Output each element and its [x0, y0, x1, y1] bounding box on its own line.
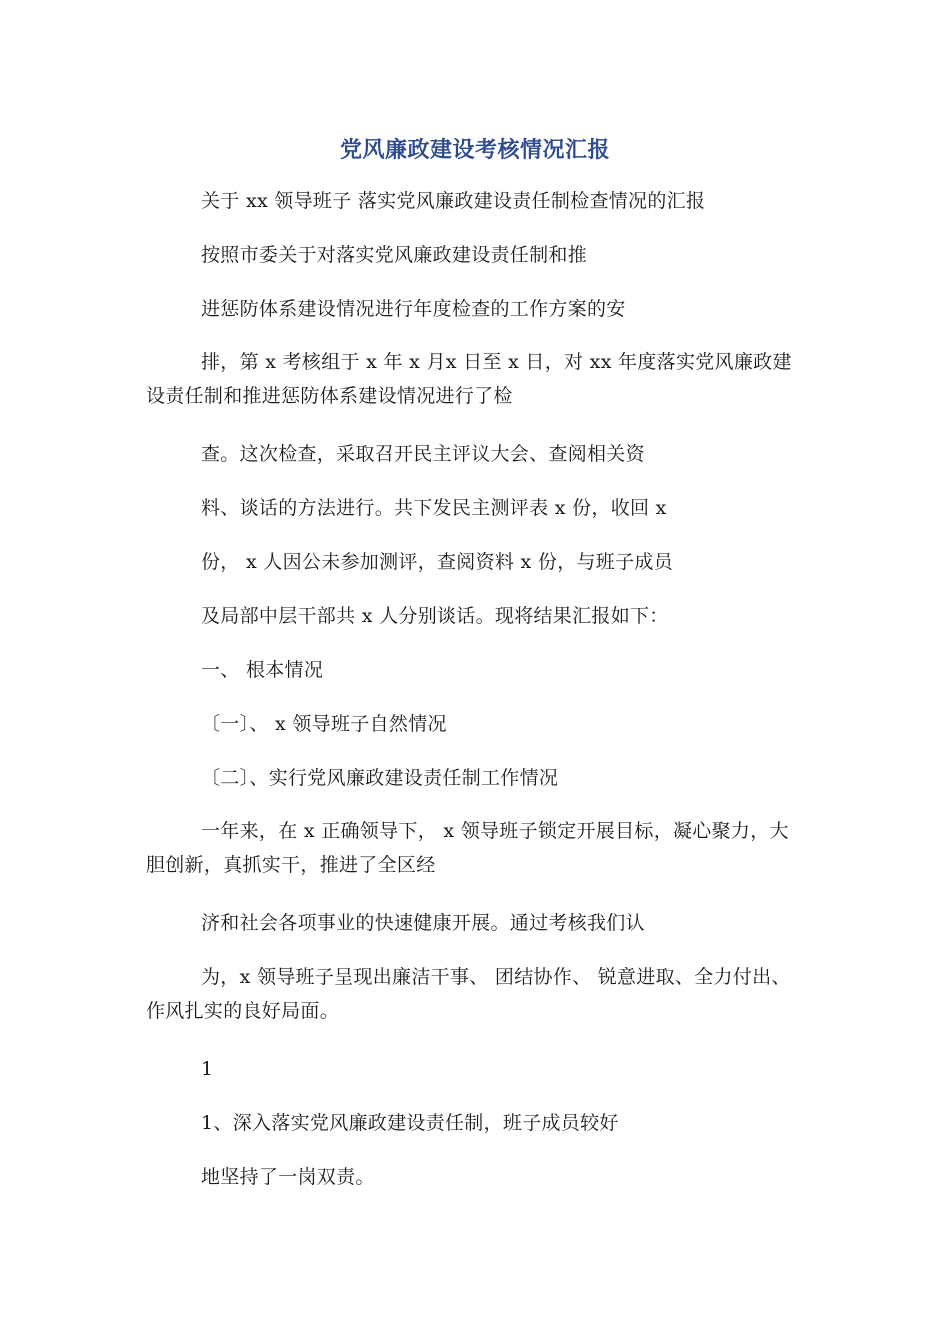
paragraph-13: 地坚持了一岗双责。: [201, 1166, 375, 1188]
paragraph-12: 1、深入落实党风廉政建设责任制，班子成员较好: [201, 1112, 619, 1134]
paragraph-2: 按照市委关于对落实党风廉政建设责任制和推: [201, 244, 588, 266]
subsection-heading-1: 〔一〕、 x 领导班子自然情况: [201, 713, 447, 735]
paragraph-6: 料、谈话的方法进行。共下发民主测评表 x 份，收回 x: [201, 497, 667, 519]
paragraph-8: 及局部中层干部共 x 人分别谈话。现将结果汇报如下：: [201, 605, 669, 627]
paragraph-9: 一年来，在 x 正确领导下， x 领导班子锁定开展目标，凝心聚力，大胆创新，真抓实干，推进了全区经: [146, 820, 789, 876]
page-number: 1: [201, 1058, 214, 1080]
paragraph-10: 济和社会各项事业的快速健康开展。通过考核我们认: [201, 912, 645, 934]
paragraph-5: 查。这次检查，采取召开民主评议大会、查阅相关资: [201, 443, 645, 465]
section-heading-1: 一、 根本情况: [201, 659, 324, 681]
subsection-heading-2: 〔二〕、实行党风廉政建设责任制工作情况: [201, 767, 559, 789]
paragraph-3: 进惩防体系建设情况进行年度检查的工作方案的安: [201, 298, 626, 320]
document-title: 党风廉政建设考核情况汇报: [339, 138, 610, 163]
paragraph-7: 份， x 人因公未参加测评，查阅资料 x 份，与班子成员: [201, 551, 673, 573]
paragraph-11: 为，x 领导班子呈现出廉洁干事、 团结协作、 锐意进取、全力付出、作风扎实的良好局面。: [146, 966, 791, 1022]
paragraph-4: 排，第 x 考核组于 x 年 x 月x 日至 x 日，对 xx 年度落实党风廉政建设责任制和推进惩防体系建设情况进行了检: [146, 351, 792, 407]
paragraph-1: 关于 xx 领导班子 落实党风廉政建设责任制检查情况的汇报: [201, 190, 706, 212]
